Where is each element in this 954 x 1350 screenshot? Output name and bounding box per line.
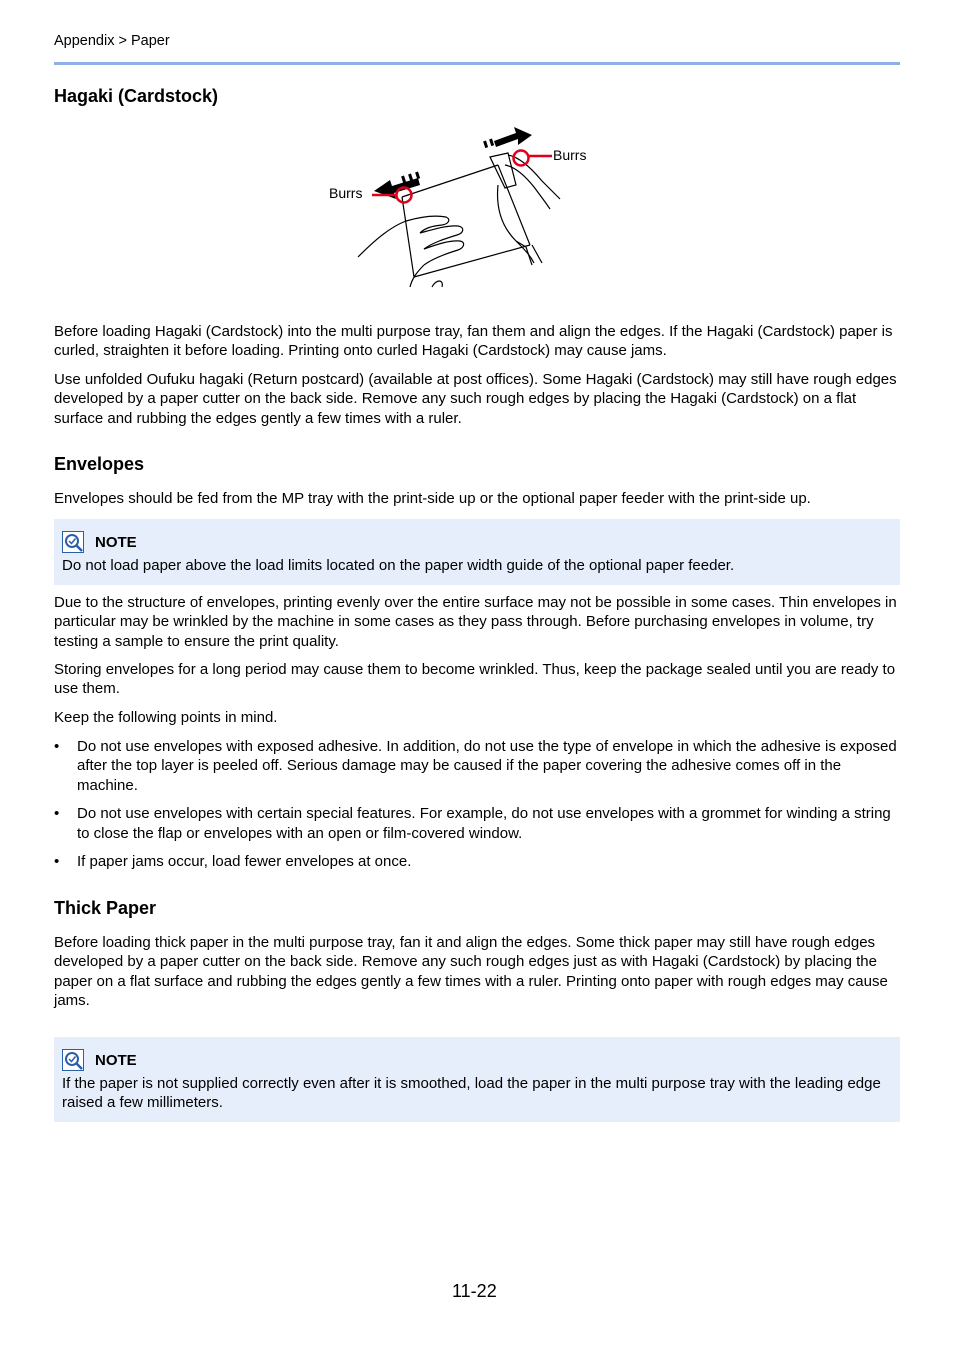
note-text: Do not load paper above the load limits located on the paper width guide of the optional paper feeder. [62, 557, 735, 574]
hagaki-para-1: Before loading Hagaki (Cardstock) into the multi purpose tray, fan them and align the edges. If the Hagaki (Cardstock) paper is curled, straighten it before loading. Printing onto curled Hagaki (Cardstock) may cause jams. [54, 323, 893, 360]
envelopes-para-1: Envelopes should be fed from the MP tray with the print-side up or the optional paper feeder with the print-side up. [54, 490, 811, 507]
note-box-envelopes [54, 519, 900, 585]
hagaki-para-2: Use unfolded Oufuku hagaki (Return postcard) (available at post offices). Some Hagaki (Cardstock) may still have rough edges developed by a paper cutter on the back side. Remove any such rough edges by placing the Hagaki (Cardstock) on a flat surface and rubbing the edges gently a few times with a ruler. [54, 371, 897, 427]
envelopes-para-3: Storing envelopes for a long period may cause them to become wrinkled. Thus, keep the package sealed until you are ready to use them. [54, 661, 896, 698]
burrs-label-right: Burrs [553, 147, 587, 163]
note-title: NOTE [95, 1051, 137, 1069]
envelope-points-list [54, 737, 900, 881]
page-number: 11-22 [452, 1281, 497, 1301]
envelopes-para-4: Keep the following points in mind. [54, 709, 278, 726]
right-arrow [483, 127, 532, 148]
section-title-hagaki: Hagaki (Cardstock) [54, 86, 219, 106]
list-item: • Do not use envelopes with exposed adhesive. In addition, do not use the type of envelope in which the adhesive is exposed after the top layer is peeled off. Serious damage may be caused if the paper covering the adhesive comes off in the machine. [54, 737, 900, 795]
note-title: NOTE [95, 533, 137, 551]
list-item: • If paper jams occur, load fewer envelopes at once. [54, 852, 900, 871]
header-rule [54, 62, 900, 65]
note-icon [62, 531, 84, 553]
envelopes-para-2: Due to the structure of envelopes, printing evenly over the entire surface may not be possible in some cases. Thin envelopes in particular may be wrinkled by the machine in some cases as they pass through. Before purchasing envelopes in volume, try testing a sample to ensure the print quality. [54, 594, 897, 650]
left-hand [358, 216, 464, 287]
list-item: • Do not use envelopes with certain special features. For example, do not use envelopes with a grommet for winding a string to close the flap or envelopes with an open or film-covered window. [54, 804, 900, 843]
card-outline [402, 165, 530, 277]
note-box-thick-paper [54, 1037, 900, 1122]
burr-marker-right [514, 151, 553, 166]
note-text: If the paper is not supplied correctly even after it is smoothed, load the paper in the multi purpose tray with the leading edge raised a few millimeters. [62, 1075, 881, 1112]
burrs-label-left: Burrs [329, 185, 363, 201]
section-title-envelopes: Envelopes [54, 454, 145, 474]
hagaki-illustration [320, 125, 600, 295]
note-icon [62, 1049, 84, 1071]
section-title-thick-paper: Thick Paper [54, 898, 157, 918]
thick-para-1: Before loading thick paper in the multi purpose tray, fan it and align the edges. Some thick paper may still have rough edges developed by a paper cutter on the back side. Remove any such rough edges just as with Hagaki (Cardstock) by placing the paper on a flat surface and rubbing the edges gently a few times with a ruler. Printing onto paper with rough edges may cause jams. [54, 934, 888, 1009]
breadcrumb: Appendix > Paper [54, 33, 170, 49]
